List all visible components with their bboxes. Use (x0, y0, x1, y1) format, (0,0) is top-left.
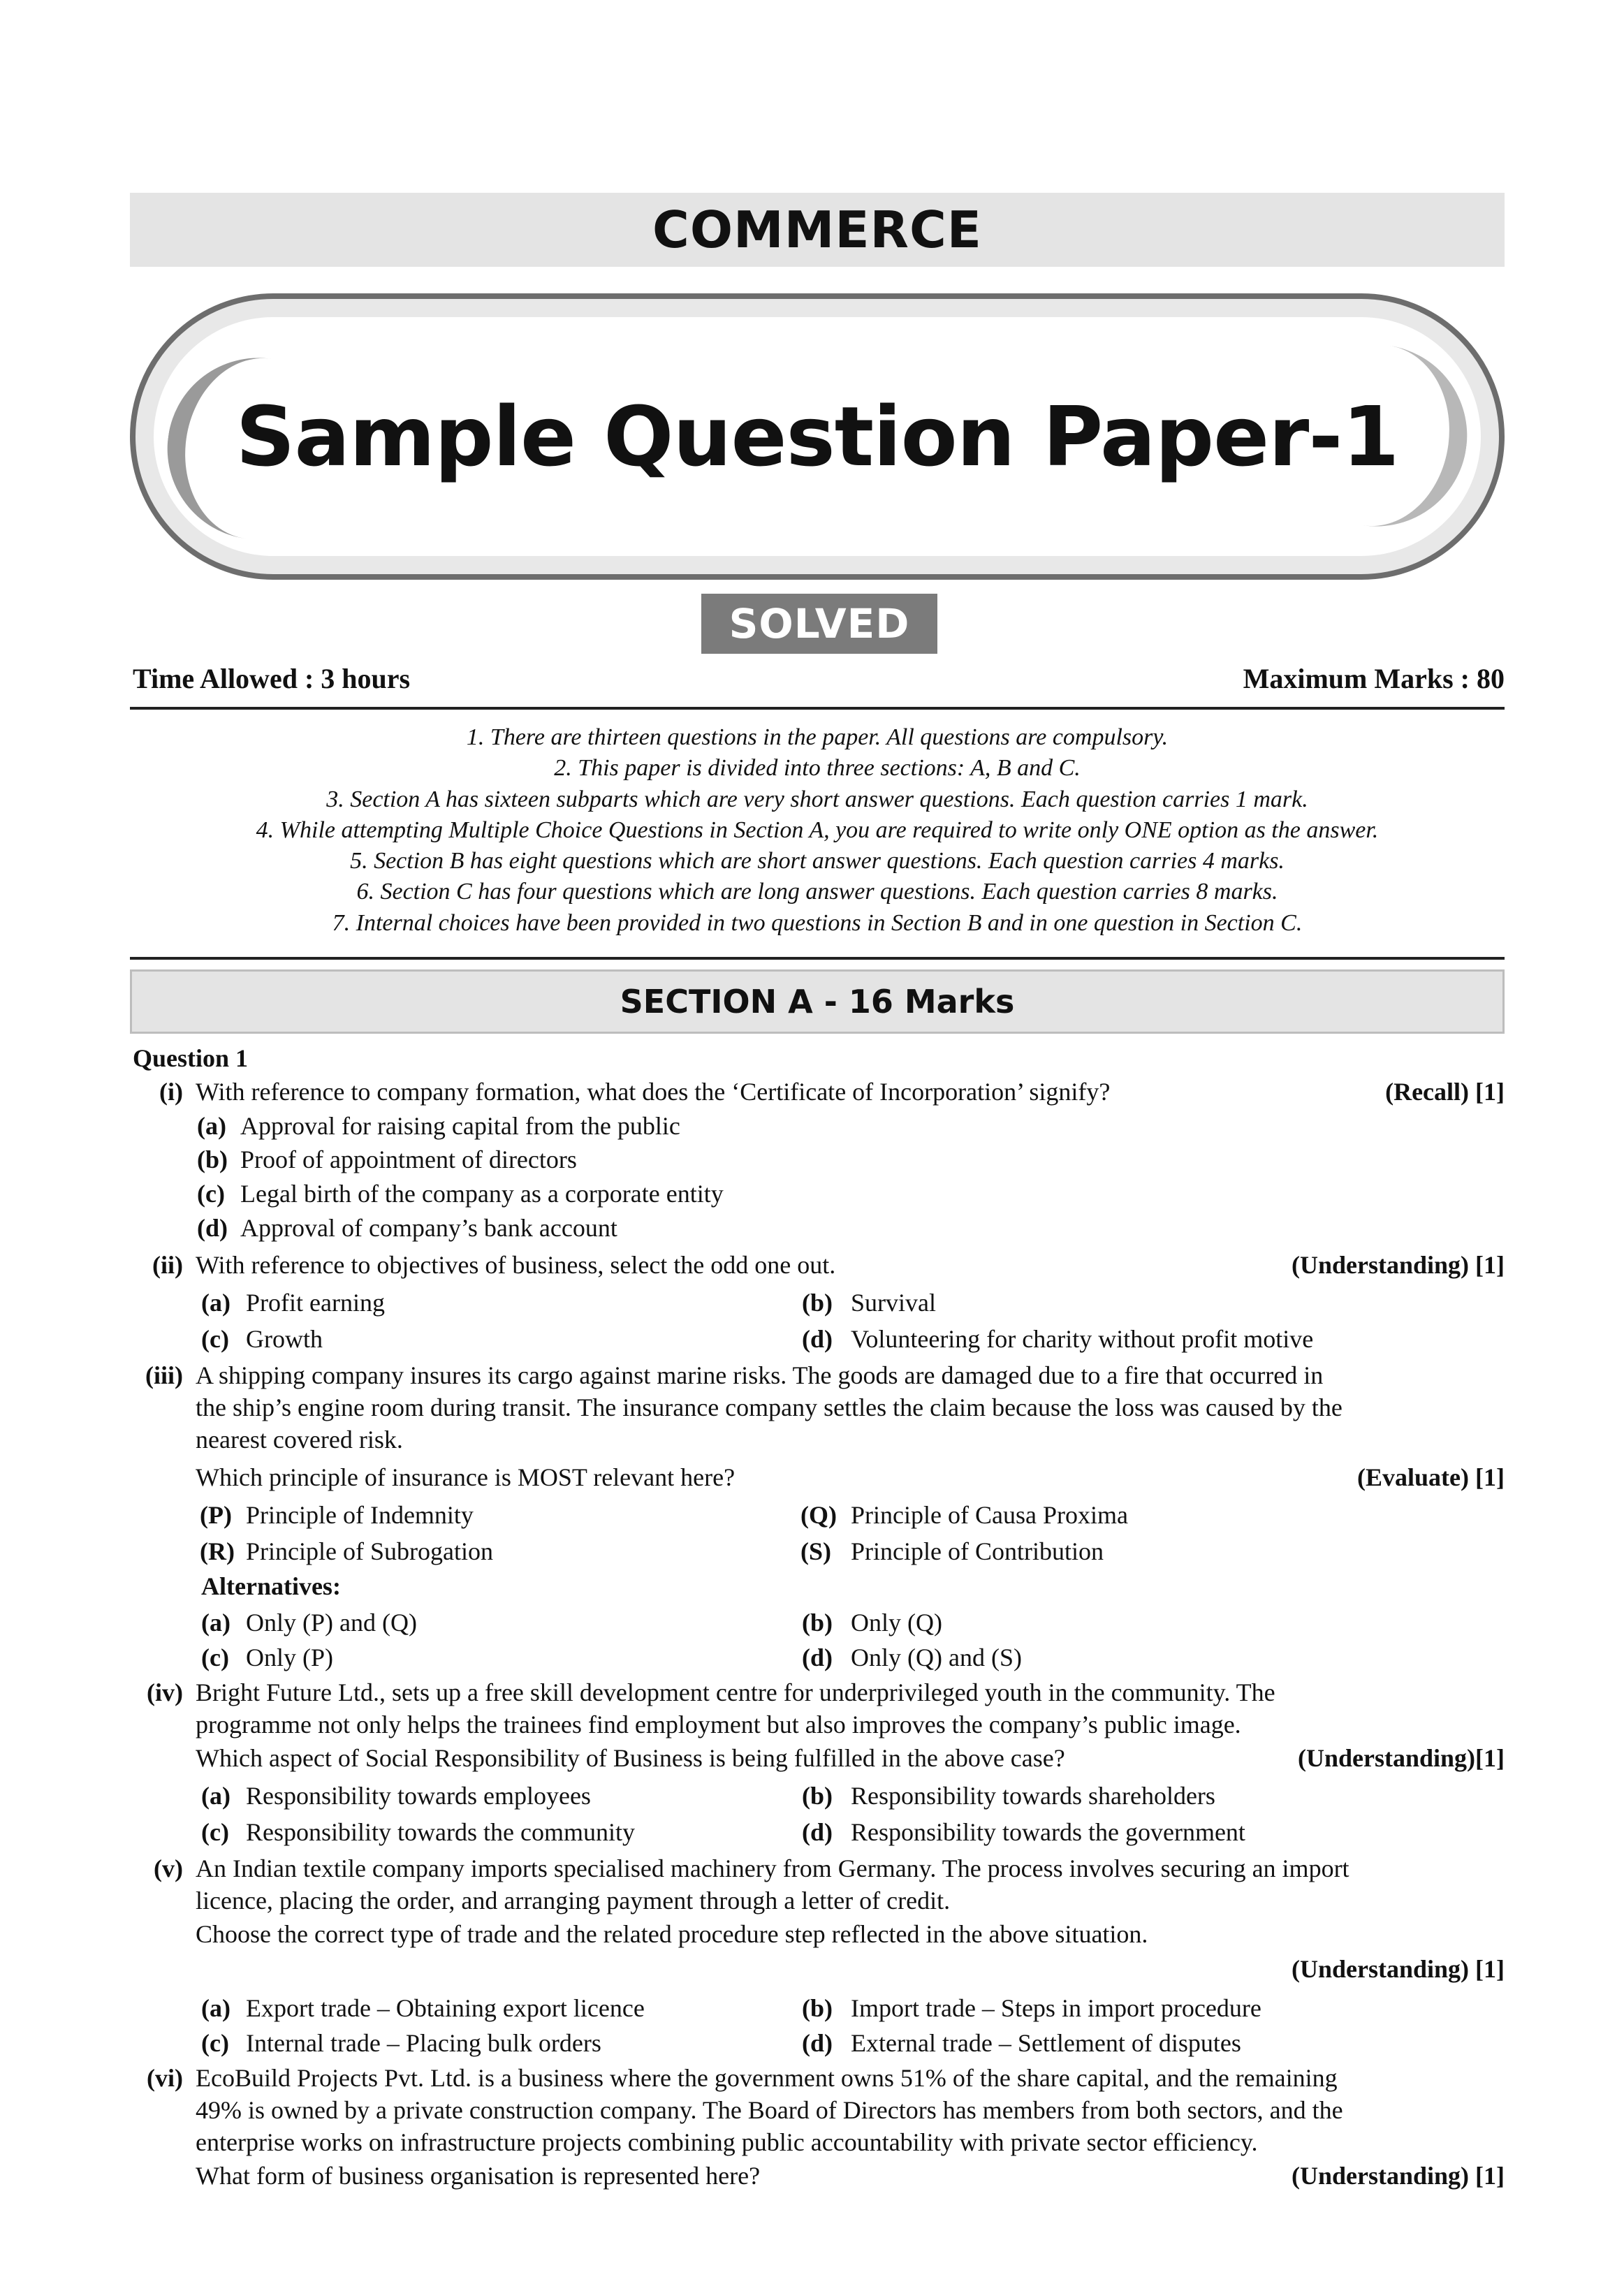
statement-text: Principle of Causa Proxima (851, 1501, 1128, 1529)
option-text: Volunteering for charity without profit motive (851, 1325, 1314, 1353)
alternatives-heading: Alternatives: (201, 1572, 341, 1600)
option-label: (d) (802, 1325, 833, 1353)
divider (130, 957, 1505, 960)
option-text: Import trade – Steps in import procedure (851, 1994, 1261, 2022)
instruction-line: 3. Section A has sixteen subparts which are very short answer questions. Each question carries 1 mark. (326, 786, 1308, 812)
option-label: (a) (201, 1609, 231, 1637)
option-label: (b) (802, 1609, 833, 1637)
instruction-line: 2. This paper is divided into three sections: A, B and C. (554, 755, 1081, 782)
part-number: (vi) (147, 2064, 183, 2092)
question-text-line: Bright Future Ltd., sets up a free skill development centre for underprivileged youth in the community. The (196, 1678, 1275, 1706)
option-text: Approval for raising capital from the public (240, 1112, 680, 1140)
option-label: (d) (802, 1818, 833, 1846)
question-text-line: nearest covered risk. (196, 1426, 403, 1454)
option-text: Growth (246, 1325, 323, 1353)
marks-label: (Evaluate) [1] (1357, 1463, 1505, 1491)
general-instructions (130, 722, 1505, 939)
instruction-line: 1. There are thirteen questions in the paper. All questions are compulsory. (466, 724, 1169, 750)
question-prompt: What form of business organisation is represented here? (196, 2162, 761, 2190)
part-number: (iv) (147, 1678, 183, 1706)
question-text: With reference to objectives of business, select the odd one out. (196, 1251, 836, 1279)
option-text: Export trade – Obtaining export licence (246, 1994, 645, 2022)
time-allowed: Time Allowed : 3 hours (133, 663, 411, 694)
paper-title-banner (130, 293, 1505, 580)
option-label: (c) (197, 1180, 225, 1208)
instruction-line: 7. Internal choices have been provided in two questions in Section B and in one question in Section C. (332, 909, 1303, 936)
option-label: (a) (197, 1112, 226, 1140)
option-label: (d) (802, 1644, 833, 1671)
part-number: (ii) (152, 1251, 183, 1279)
solved-badge: SOLVED (701, 594, 937, 654)
part-number: (iii) (145, 1361, 183, 1389)
question-text-line: 49% is owned by a private construction company. The Board of Directors has members from both sectors, and the (196, 2096, 1343, 2124)
option-text: Survival (851, 1289, 936, 1317)
instruction-line: 4. While attempting Multiple Choice Questions in Section A, you are required to write only ONE option as the answer. (256, 817, 1379, 843)
statement-label: (S) (800, 1537, 831, 1565)
option-label: (c) (201, 2029, 229, 2057)
option-text: Only (Q) (851, 1609, 942, 1637)
option-text: Responsibility towards the government (851, 1818, 1245, 1846)
section-a-banner (130, 969, 1505, 1034)
marks-label: (Understanding) [1] (1291, 2162, 1505, 2190)
exam-meta-row (133, 662, 1505, 695)
statement-text: Principle of Subrogation (246, 1537, 493, 1565)
option-label: (b) (802, 1289, 833, 1317)
option-label: (c) (201, 1818, 229, 1846)
option-text: Approval of company’s bank account (240, 1214, 617, 1242)
option-text: Only (Q) and (S) (851, 1644, 1022, 1671)
part-number: (i) (159, 1078, 183, 1106)
instruction-line: 6. Section C has four questions which are long answer questions. Each question carries 8 marks. (356, 879, 1278, 905)
instruction-line: 5. Section B has eight questions which are short answer questions. Each question carries 4 marks. (350, 848, 1285, 874)
option-label: (b) (802, 1782, 833, 1810)
section-title: SECTION A - 16 Marks (620, 983, 1015, 1020)
statement-label: (P) (200, 1501, 232, 1529)
subject-banner (130, 193, 1505, 267)
option-text: Responsibility towards shareholders (851, 1782, 1215, 1810)
statement-text: Principle of Contribution (851, 1537, 1104, 1565)
marks-label: (Understanding) [1] (1291, 1251, 1505, 1279)
statement-label: (Q) (800, 1501, 837, 1529)
question-text: With reference to company formation, what does the ‘Certificate of Incorporation’ signify? (196, 1078, 1111, 1106)
option-text: Only (P) (246, 1644, 333, 1671)
option-text: Internal trade – Placing bulk orders (246, 2029, 601, 2057)
subject-title: COMMERCE (652, 200, 982, 259)
question-text-line: EcoBuild Projects Pvt. Ltd. is a business where the government owns 51% of the share capital, and the remaining (196, 2064, 1338, 2092)
question-text-line: programme not only helps the trainees find employment but also improves the company’s public image. (196, 1711, 1241, 1738)
option-label: (a) (201, 1289, 231, 1317)
option-label: (a) (201, 1994, 231, 2022)
question-text-line: the ship’s engine room during transit. The insurance company settles the claim because the loss was caused by the (196, 1393, 1343, 1421)
option-label: (c) (201, 1644, 229, 1671)
divider (130, 707, 1505, 710)
option-text: Proof of appointment of directors (240, 1145, 577, 1173)
paper-title: Sample Question Paper-1 (235, 388, 1399, 485)
option-text: Profit earning (246, 1289, 385, 1317)
question-prompt: Choose the correct type of trade and the related procedure step reflected in the above situation. (196, 1920, 1148, 1948)
question-heading: Question 1 (133, 1044, 249, 1072)
option-text: Responsibility towards the community (246, 1818, 635, 1846)
question-text-line: licence, placing the order, and arranging payment through a letter of credit. (196, 1887, 951, 1915)
option-text: Responsibility towards employees (246, 1782, 591, 1810)
option-label: (c) (201, 1325, 229, 1353)
option-text: Only (P) and (Q) (246, 1609, 417, 1637)
question-text-line: An Indian textile company imports specialised machinery from Germany. The process involves securing an import (196, 1854, 1349, 1882)
option-label: (a) (201, 1782, 231, 1810)
option-label: (d) (802, 2029, 833, 2057)
question-prompt: Which principle of insurance is MOST relevant here? (196, 1463, 736, 1491)
maximum-marks: Maximum Marks : 80 (1243, 663, 1505, 694)
part-number: (v) (154, 1854, 183, 1882)
question-prompt: Which aspect of Social Responsibility of Business is being fulfilled in the above case? (196, 1744, 1065, 1772)
question-text-line: enterprise works on infrastructure projects combining public accountability with private sector efficiency. (196, 2128, 1258, 2156)
marks-label: (Understanding)[1] (1297, 1744, 1505, 1772)
option-text: External trade – Settlement of disputes (851, 2029, 1241, 2057)
question-text-line: A shipping company insures its cargo against marine risks. The goods are damaged due to a fire that occurred in (196, 1361, 1324, 1389)
option-label: (b) (197, 1145, 228, 1173)
marks-label: (Understanding) [1] (1291, 1955, 1505, 1983)
option-label: (d) (197, 1214, 228, 1242)
marks-label: (Recall) [1] (1385, 1078, 1505, 1106)
statement-text: Principle of Indemnity (246, 1501, 474, 1529)
option-label: (b) (802, 1994, 833, 2022)
statement-label: (R) (200, 1537, 235, 1565)
option-text: Legal birth of the company as a corporate entity (240, 1180, 724, 1208)
